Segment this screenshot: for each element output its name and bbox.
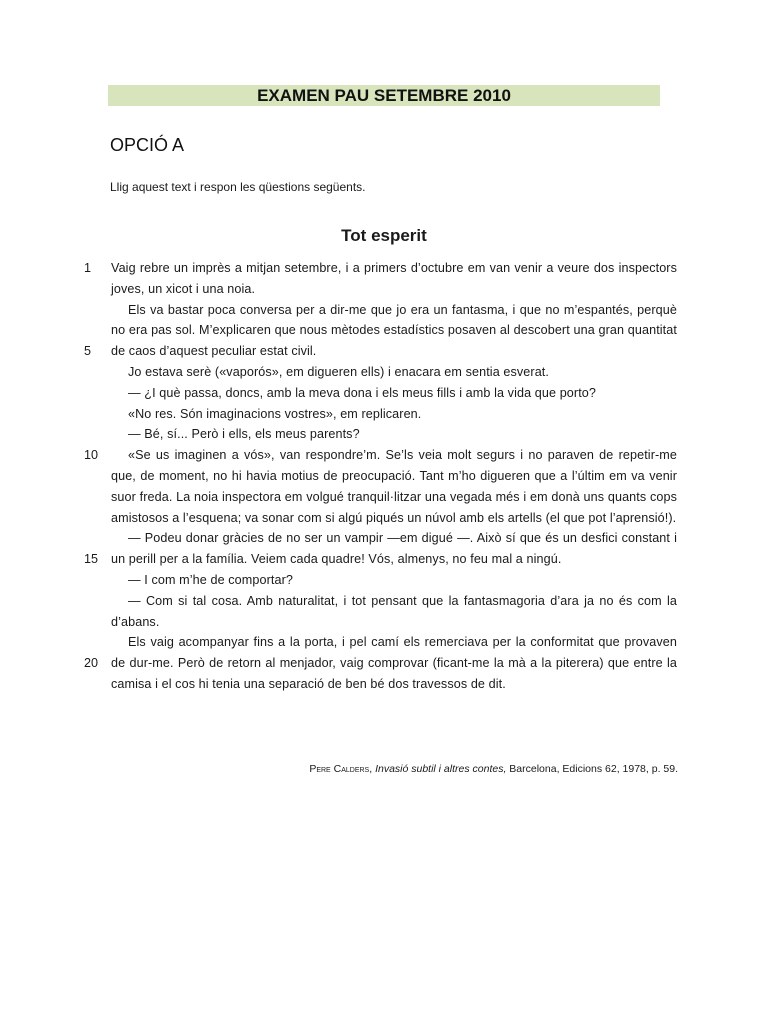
line-number: 1 <box>84 261 92 275</box>
line-number: 10 <box>84 448 99 463</box>
literary-text <box>111 258 677 695</box>
text-paragraph: Vaig rebre un imprès a mitjan setembre, i a primers d’octubre em van venir a veure dos inspectors joves, un xicot i una noia. <box>111 261 677 296</box>
text-paragraph: — Podeu donar gràcies de no ser un vampir —em digué —. Això sí que és un desfici constant i un perill per a la família. Veiem cada quadre! Vós, almenys, no feu mal a ningú. <box>111 531 677 567</box>
line-number: 15 <box>84 552 99 567</box>
text-paragraph: — I com m’he de comportar? <box>128 572 293 587</box>
exam-header: EXAMEN PAU SETEMBRE 2010 <box>108 85 660 106</box>
citation-work: Invasió subtil i altres contes, <box>375 763 507 775</box>
instructions: Llig aquest text i respon les qüestions següents. <box>110 180 366 194</box>
text-paragraph: — ¿I què passa, doncs, amb la meva dona i els meus fills i amb la vida que porto? <box>128 385 597 400</box>
text-paragraph: «No res. Són imaginacions vostres», em replicaren. <box>128 406 422 421</box>
citation-author: Pere Calders, <box>309 763 373 775</box>
citation-publisher: Barcelona, Edicions 62, 1978, p. 59. <box>509 763 678 775</box>
line-number: 20 <box>84 656 99 671</box>
text-title: Tot esperit <box>341 226 427 245</box>
citation <box>0 762 678 776</box>
text-paragraph: — Bé, sí... Però i ells, els meus parents? <box>128 427 360 442</box>
text-paragraph: Jo estava serè («vaporós», em digueren ells) i enacara em sentia esverat. <box>128 364 550 379</box>
text-paragraph: Els va bastar poca conversa per a dir-me que jo era un fantasma, i que no m’espantés, perquè no era pas sol. M’explicaren que nous mètodes estadístics posaven al descobert una gran quantitat de caos d’aquest peculiar estat civil. <box>111 302 677 359</box>
text-paragraph: Els vaig acompanyar fins a la porta, i pel camí els remerciava per la conformitat que provaven de dur-me. Però de retorn al menjador, vaig comprovar (ficant-me la mà a la piterera) que entre la camisa i el cos hi tenia una separació de ben bé dos travessos de dit. <box>111 635 677 691</box>
line-number: 5 <box>84 344 92 359</box>
option-title: OPCIÓ A <box>110 135 185 155</box>
text-paragraph: — Com si tal cosa. Amb naturalitat, i tot pensant que la fantasmagoria d’ara ja no és com la d’abans. <box>111 593 677 629</box>
text-paragraph: «Se us imaginen a vós», van respondre’m. Se’ls veia molt segurs i no paraven de repetir-me que, de moment, no hi havia motius de preocupació. Tant m’ho digueren que a l’últim em va venir suor freda. La noia inspectora em volgué tranquil·litzar una vegada més i em donà uns quants cops amistosos a l’esquena; va sonar com si algú piqués un núvol amb els artells (el que pot l’aprensió!). <box>111 448 677 525</box>
